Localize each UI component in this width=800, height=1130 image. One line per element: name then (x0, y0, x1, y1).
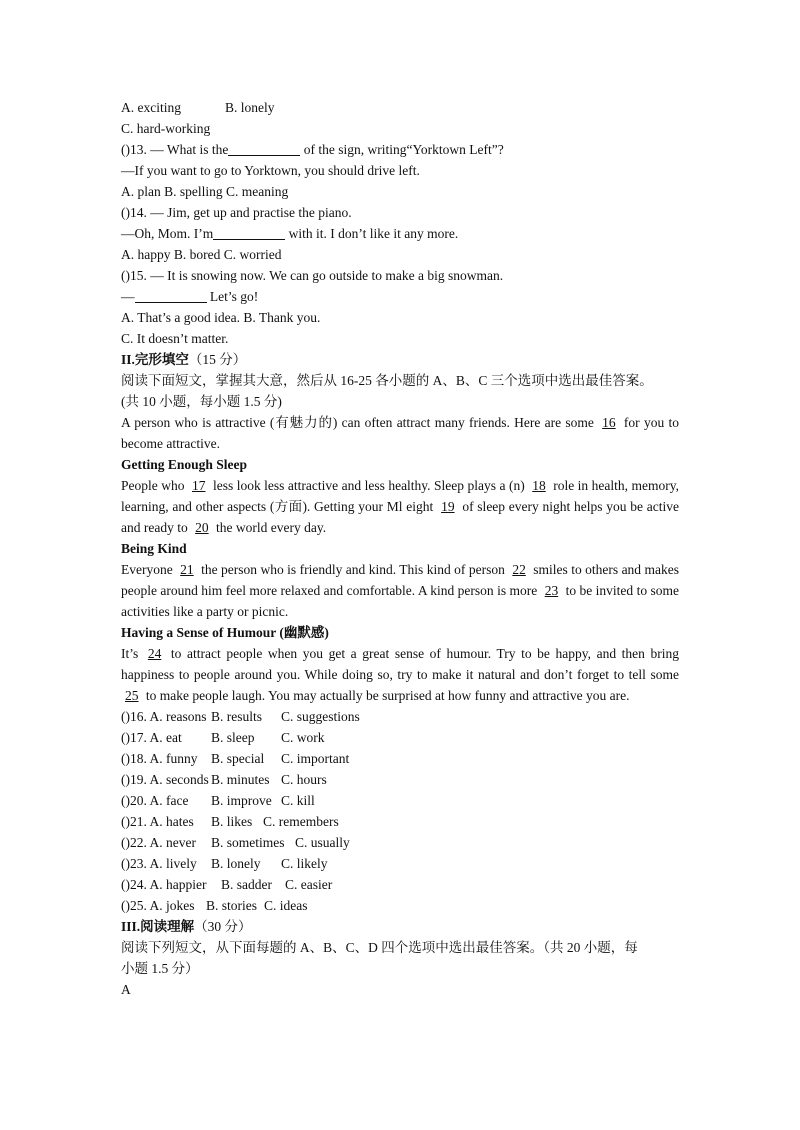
passage-heading-humour: Having a Sense of Humour (幽默感) (121, 625, 329, 640)
passage-text: less look less attractive and less healthy. Sleep plays a (n) (209, 478, 529, 493)
q12-option-c: C. hard-working (121, 121, 211, 136)
option-c: C. ideas (264, 898, 308, 913)
option-b: B. lonely (211, 856, 261, 871)
option-b: B. sometimes (211, 835, 285, 850)
blank-22: 22 (512, 562, 526, 577)
option-c: C. likely (281, 856, 328, 871)
blank-25: 25 (125, 688, 139, 703)
blank-16: 16 (602, 415, 616, 430)
q14-reply (121, 223, 679, 244)
option-c: C. work (281, 730, 325, 745)
passage-humour (121, 643, 679, 706)
option-b: B. minutes (211, 772, 270, 787)
cloze-option-row (121, 727, 679, 748)
option-a: ()22. A. never (121, 835, 196, 850)
q13-options: A. plan B. spelling C. meaning (121, 184, 289, 199)
option-a: ()16. A. reasons (121, 709, 207, 724)
q15-options-ab: A. That’s a good idea. B. Thank you. (121, 310, 321, 325)
option-a: ()19. A. seconds (121, 772, 209, 787)
cloze-option-row (121, 769, 679, 790)
blank-18: 18 (532, 478, 546, 493)
section2-instructions-2: (共 10 小题，每小题 1.5 分) (121, 394, 282, 409)
q13-question (121, 139, 679, 160)
q15-text-post: Let’s go! (206, 289, 259, 304)
option-a: ()25. A. jokes (121, 898, 195, 913)
option-b: B. sleep (211, 730, 255, 745)
q12-options-ab (121, 97, 679, 118)
passage-sleep (121, 475, 679, 538)
cloze-option-row (121, 832, 679, 853)
q14-blank (213, 226, 285, 240)
passage-text: of sleep every night helps you be active and ready to (121, 499, 679, 535)
exam-page (121, 97, 679, 1000)
section3-instructions-2: 小题 1.5 分） (121, 961, 199, 976)
section2-title: II.完形填空 (121, 352, 189, 367)
cloze-options-list (121, 706, 679, 916)
section3-heading (121, 916, 679, 937)
option-c: C. hours (281, 772, 327, 787)
section2-heading (121, 349, 679, 370)
cloze-option-row (121, 706, 679, 727)
q12-option-a: A. exciting (121, 100, 181, 115)
q15-question: ()15. — It is snowing now. We can go outside to make a big snowman. (121, 268, 504, 283)
blank-17: 17 (191, 478, 206, 493)
passage-text: Everyone (121, 562, 177, 577)
option-c: C. remembers (263, 814, 339, 829)
passage-intro (121, 412, 679, 454)
section2-score: （15 分） (188, 352, 247, 367)
cloze-option-row (121, 748, 679, 769)
passage-text: smiles to others and makes people around him feel more relaxed and comfortable. A kind person is more (121, 562, 679, 598)
q15-text-pre: — (121, 289, 135, 304)
option-a: ()20. A. face (121, 793, 189, 808)
option-b: B. results (211, 709, 263, 724)
q14-options: A. happy B. bored C. worried (121, 247, 282, 262)
option-a: ()24. A. happier (121, 877, 207, 892)
option-a: ()17. A. eat (121, 730, 182, 745)
q15-blank (135, 289, 207, 303)
option-c: C. usually (295, 835, 350, 850)
option-a: ()21. A. hates (121, 814, 194, 829)
q14-text-pre: —Oh, Mom. I’m (121, 226, 214, 241)
passage-heading-sleep: Getting Enough Sleep (121, 457, 248, 472)
passage-text: the person who is friendly and kind. This kind of person (197, 562, 509, 577)
option-b: B. sadder (221, 877, 272, 892)
q13-text-post: of the sign, writing“Yorktown Left”? (300, 142, 504, 157)
option-b: B. stories (206, 898, 258, 913)
section3-instructions-1: 阅读下列短文，从下面每题的 A、B、C、D 四个选项中选出最佳答案。（共 20 小题，每 (121, 940, 638, 955)
q15-reply (121, 286, 679, 307)
cloze-option-row (121, 790, 679, 811)
passage-text: to attract people when you get a great sense of humour. Try to be happy, and then bring happiness to people around you. While doing so, try to make it natural and don’t forget to tell some (121, 646, 679, 682)
passage-text: for you to become attractive. (121, 415, 679, 451)
cloze-option-row (121, 853, 679, 874)
passage-heading-kind: Being Kind (121, 541, 187, 556)
option-b: B. improve (211, 793, 272, 808)
section3-passage-label: A (121, 982, 131, 997)
option-a: ()23. A. lively (121, 856, 197, 871)
passage-text: to make people laugh. You may actually be surprised at how funny and attractive you are. (142, 688, 630, 703)
option-b: B. likes (211, 814, 253, 829)
cloze-option-row (121, 895, 679, 916)
section3-score: （30 分） (194, 919, 252, 934)
q14-text-post: with it. I don’t like it any more. (285, 226, 459, 241)
q15-option-c: C. It doesn’t matter. (121, 331, 229, 346)
cloze-option-row (121, 811, 679, 832)
option-b: B. special (211, 751, 265, 766)
blank-21: 21 (180, 562, 194, 577)
blank-23: 23 (544, 583, 559, 598)
q13-blank (228, 142, 300, 156)
section3-title: III.阅读理解 (121, 919, 195, 934)
passage-text: role in health, memory, learning, and other aspects (方面). Getting your Ml eight (121, 478, 679, 514)
passage-text: People who (121, 478, 188, 493)
q13-text-pre: ()13. — What is the (121, 142, 229, 157)
passage-text: to be invited to some activities like a party or picnic. (121, 583, 680, 619)
passage-text: It’s (121, 646, 144, 661)
blank-19: 19 (441, 499, 455, 514)
passage-text: A person who is attractive (有魅力的) can often attract many friends. Here are some (121, 415, 599, 430)
q13-answer-line: —If you want to go to Yorktown, you should drive left. (121, 163, 420, 178)
option-a: ()18. A. funny (121, 751, 198, 766)
option-c: C. kill (281, 793, 315, 808)
blank-20: 20 (195, 520, 209, 535)
section2-instructions-1: 阅读下面短文，掌握其大意，然后从 16-25 各小题的 A、B、C 三个选项中选出最佳答案。 (121, 373, 653, 388)
blank-24: 24 (147, 646, 162, 661)
option-c: C. important (281, 751, 350, 766)
q12-option-b: B. lonely (225, 100, 275, 115)
q14-question: ()14. — Jim, get up and practise the piano. (121, 205, 352, 220)
cloze-option-row (121, 874, 679, 895)
passage-text: the world every day. (212, 520, 327, 535)
option-c: C. suggestions (281, 709, 360, 724)
passage-kind (121, 559, 679, 622)
option-c: C. easier (285, 877, 333, 892)
